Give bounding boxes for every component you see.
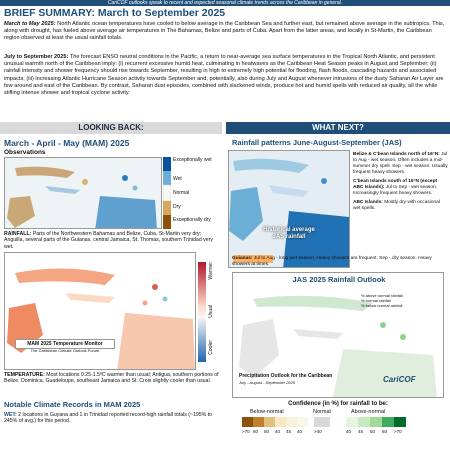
temperature-summary [4,372,219,385]
conf-below-values [242,429,312,434]
rainfall-summary-text: Parts of the Northwestern Bahamas and Belize, Cuba, St-Martin very dry; Anguilla, several parts of the Guianas, central Jamaica, St. Thomas, southern Trinidad very wet. [4,231,213,250]
confidence-colorbar [242,417,442,427]
wet-record-label: WET: [4,412,17,418]
legend-exceptionally-wet: Exceptionally wet [173,157,212,163]
conf-above-value: 40 [346,429,352,434]
outlook-legend-below: % below normal rainfall [361,303,403,308]
mam-temperature-map [4,252,196,370]
seasonal-notes [353,152,448,215]
summary-mam-lead: March to May 2025: [4,21,56,27]
conf-below-value: 40 [297,429,303,434]
rainfall-map-graphic [5,158,162,229]
conf-above-label: Above-normal [351,409,386,415]
jas-climatology-map [228,150,350,268]
mam-title: March - April - May (MAM) 2025 [4,138,130,148]
climatology-map-graphic [229,151,350,268]
outlook-legend [361,293,443,308]
summary-jas-text: The forecast ENSO neutral conditions in the Pacific, a return to near-average sea surface temperatures in the Tropical North Atlantic, and persistent unusual warmth north of the Caribbean imply: (i) recurrent excessive humid heat, culminating in heatwaves as the Caribbean Heat Season peaks in August and September; (ii) rainfall intensity and shower frequency should rise towards September, resulting in high to extremely high potential for flooding, flash floods, cascading hazards and associated impacts; (iii) increasing Atlantic Hurricane Season activity towards September and, potentially, also during July and August whenever intrusions of the dusty Saharan Air Layer are few around and east of the Caribbean. By contrast, Saharan dust episodes, combined with slackened winds, produce hot and humid spells with reduced air quality, all the while stifling intense shower and tropical cyclone activity. [4,54,444,97]
outlook-legend-above: % above normal rainfall [361,293,403,298]
summary-jas-lead: July to September 2025: [4,54,69,60]
temp-colorbar [198,262,206,362]
legend-normal: Normal [173,190,190,196]
conf-below-value: >70 [242,429,250,434]
legend-exceptionally-dry: Exceptionally dry [173,217,211,223]
climatology-caption: Historical average JAS rainfall [263,227,315,240]
note-guianas [232,256,446,268]
conf-normal-label: Normal [313,409,331,415]
temp-map-title: MAM 2025 Temperature Monitor [15,339,115,349]
summary-mam-text: North Atlantic ocean temperatures have cooled to below average in the Caribbean Sea and further east, but remained above average in the subtropics. This, along with drought, has fueled above average air temperatures in The Bahamas, Belize and parts of Cuba. Apart from the latter areas, and locally in St-Martin, the Caribbean region observed at least the usual rainfall totals. [4,21,445,42]
jas-outlook-map [232,272,444,398]
summary-mam [4,21,446,43]
note-guianas-text: Jul to Aug - long wet season. Heavy showers are frequent. Sep - dry season. Heavy showers at times. [232,256,432,267]
temp-map-subtitle: The Caribbean Climate Outlook Forum [30,348,100,353]
note-south-title: C'bean Islands south of 16°N (except ABC Islands): [353,179,438,190]
note-guianas-title: Guianas: [232,256,253,261]
rain-colorbar [163,157,171,229]
conf-above-value: 60 [382,429,388,434]
conf-below-value: 60 [253,429,259,434]
conf-above-values [346,429,410,434]
note-north-title: Belize & C'bean Islands north of 16°N: [353,152,440,157]
page-title: BRIEF SUMMARY: March to September 2025 [4,7,226,19]
conf-below-value: 45 [286,429,292,434]
legend-dry: Dry [173,204,181,210]
conf-above-value: 50 [370,429,376,434]
conf-above-value: >70 [394,429,402,434]
records-title: Notable Climate Records in MAM 2025 [4,400,141,409]
summary-jas [4,54,446,97]
wet-record-text: 2 locations in Guyana and 1 in Trinidad reported record-high rainfall totals (~195% to 245% of avg.) for this period. [4,412,213,425]
outlook-title: JAS 2025 Rainfall Outlook [292,275,386,284]
note-north [353,152,448,176]
legend-cooler: Cooler [208,340,214,355]
what-next-header: WHAT NEXT? [226,122,450,134]
conf-below-label: Below-normal [250,409,284,415]
legend-wet: Wet [173,176,182,182]
caricof-logo: CariCOF [383,375,416,384]
rain-patterns-title: Rainfall patterns June-August-September (JAS) [232,138,402,147]
note-abc-title: ABC Islands: [353,200,383,205]
rainfall-summary-label: RAINFALL: [4,231,32,237]
looking-back-header: LOOKING BACK: [0,122,222,134]
outlook-caption: Precipitation Outlook for the Caribbean [239,373,333,379]
conf-below-value: 50 [264,429,270,434]
conf-above-value: 45 [358,429,364,434]
note-south [353,179,448,197]
note-abc-text: Mostly dry with occasional wet spells. [353,200,440,211]
observations-label: Observations [4,149,46,156]
note-north-text: Jul to Aug - wet season. Often includes a mid-summer dry spell. Sep - wet season. Usually frequent heavy showers. [353,152,448,175]
temperature-summary-label: TEMPERATURE: [4,372,45,378]
rainfall-summary [4,231,219,250]
confidence-title: Confidence (in %) for rainfall to be: [288,401,388,407]
top-banner: CariCOF outlooks speak to recent and expected seasonal climate trends across the Caribbean in general. [0,0,450,6]
temperature-summary-text: Most locations 0.25-1.5ºC warmer than usual; Antigua, southern portions of Belize, Dominica, Guadeloupe, southeast Jamaica and St. Croix slightly cooler than usual. [4,372,219,385]
wet-record [4,412,219,425]
note-abc [353,200,448,212]
outlook-legend-normal: % normal rainfall [361,298,391,303]
outlook-caption-sub: July - August - September 2025 [239,380,296,385]
note-south-text: Jul to Sep - wet season. Increasingly frequent heavy showers. [353,185,437,196]
mam-rainfall-map [4,157,162,229]
legend-warmer: Warmer [208,262,214,280]
conf-below-value: 40 [275,429,281,434]
legend-usual: Usual [208,305,214,318]
conf-normal-value: >40 [314,429,322,434]
